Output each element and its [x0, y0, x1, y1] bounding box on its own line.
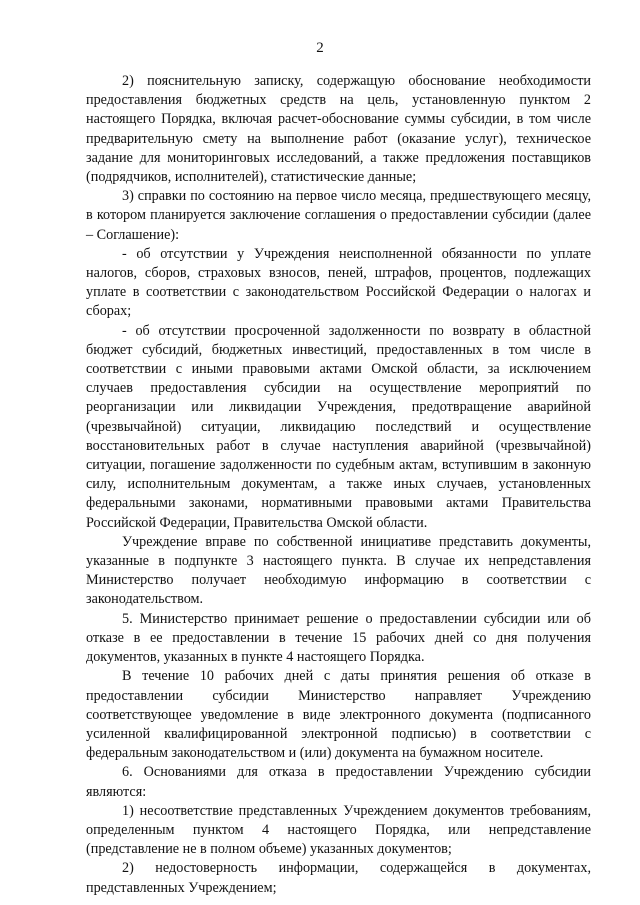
- document-body: [86, 72, 591, 898]
- paragraph-explanatory-note: 2) пояснительную записку, содержащую обоснование необходимости предоставления бюджетных средств на цель, установленную пунктом 2 настоящего Порядка, включая расчет-обоснование суммы субсидии, в том числе предварительную смету на выполнение работ (оказание услуг), техническое задание для мониторинговых исследований, а также предложения поставщиков (подрядчиков, исполнителей), статистические данные;: [86, 73, 591, 186]
- paragraph-refusal-notice: В течение 10 рабочих дней с даты принятия решения об отказе в предоставлении субсидии Министерство направляет Учреждению соответствующее уведомление в виде электронного документа (подписанного усиленной квалифицированной электронной подписью) в соответствии с федеральным законодательством и (или) документа на бумажном носителе.: [86, 668, 591, 762]
- paragraph-own-initiative: Учреждение вправе по собственной инициативе представить документы, указанные в подпункте 3 настоящего пункта. В случае их непредставления Министерство получает необходимую информацию в соответствии с законодательством.: [86, 533, 591, 608]
- paragraph-clause-5: 5. Министерство принимает решение о предоставлении субсидии или об отказе в ее предоставлении в течение 15 рабочих дней со дня получения документов, указанных в пункте 4 настоящего Порядка.: [86, 610, 591, 666]
- paragraph-ground-1: 1) несоответствие представленных Учреждением документов требованиям, определенным пунктом 4 настоящего Порядка, или непредставление (представление не в полном объеме) указанных документов;: [86, 802, 591, 858]
- paragraph-certificates: 3) справки по состоянию на первое число месяца, предшествующего месяцу, в котором планируется заключение соглашения о предоставлении субсидии (далее – Соглашение):: [86, 188, 591, 243]
- paragraph-clause-6: 6. Основаниями для отказа в предоставлении Учреждению субсидии являются:: [86, 764, 591, 800]
- paragraph-no-overdue-debt: - об отсутствии просроченной задолженности по возврату в областной бюджет субсидий, бюджетных инвестиций, предоставленных в том числе в соответствии с иными правовыми актами Омской области, за исключением случаев предоставления субсидии на осуществление мероприятий по реорганизации или ликвидации Учреждения, предотвращение аварийной (чрезвычайной) ситуации, ликвидацию последствий и осуществление восстановительных работ в случае наступления аварийной (чрезвычайной) ситуации, погашение задолженности по судебным актам, вступившим в законную силу, исполнительным документам, а также иных случаев, установленных федеральными законами, нормативными правовыми актами Правительства Российской Федерации, Правительства Омской области.: [86, 322, 591, 531]
- page-number: 2: [316, 40, 324, 56]
- paragraph-ground-2: 2) недостоверность информации, содержащейся в документах, представленных Учреждением;: [86, 860, 591, 896]
- paragraph-no-tax-debt: - об отсутствии у Учреждения неисполненной обязанности по уплате налогов, сборов, страховых взносов, пеней, штрафов, процентов, подлежащих уплате в соответствии с законодательством Российской Федерации о налогах и сборах;: [86, 245, 591, 320]
